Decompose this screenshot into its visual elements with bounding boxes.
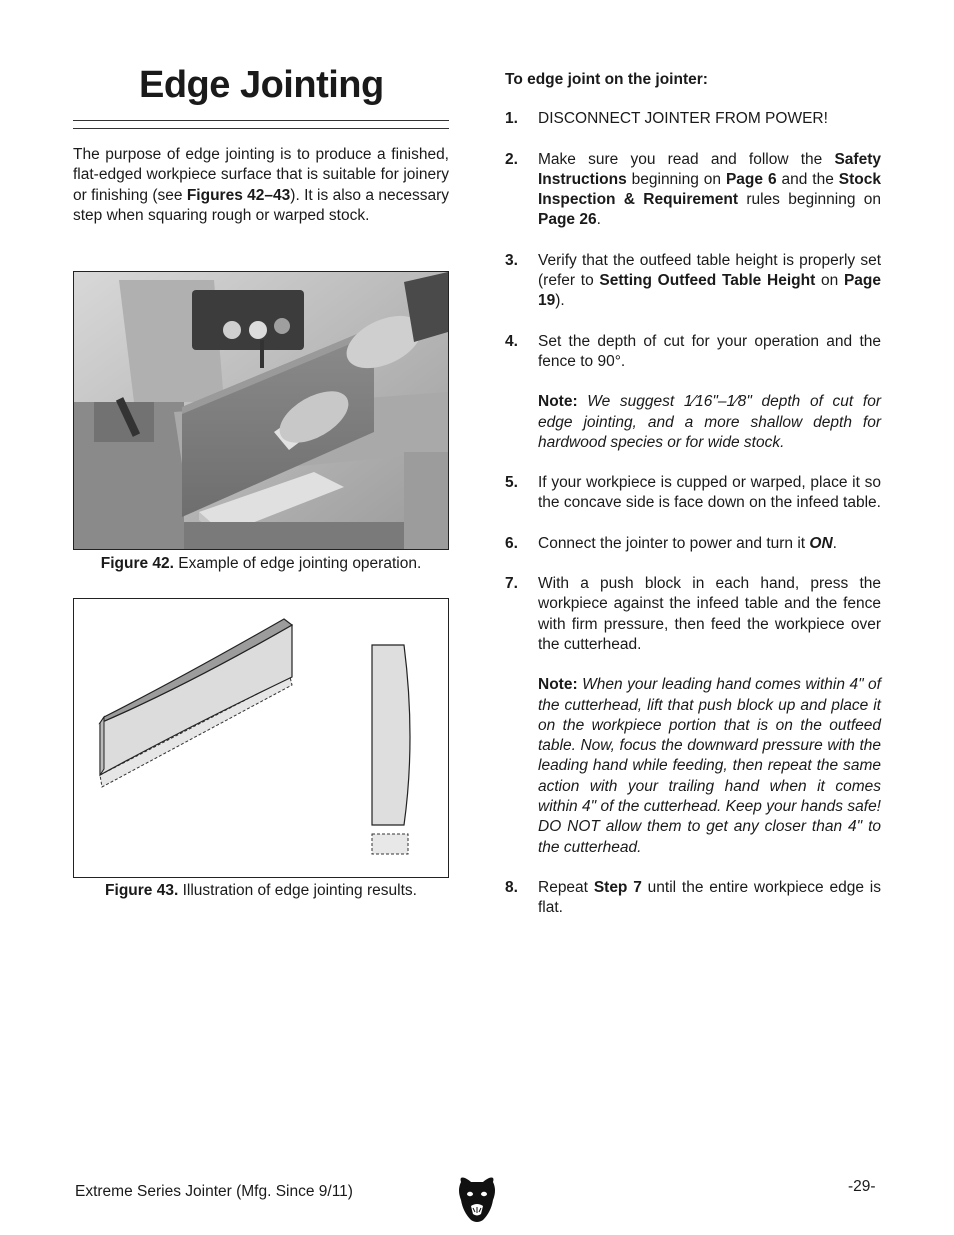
title-rule-bottom: [73, 128, 449, 129]
procedure-column: [505, 70, 881, 939]
note-hand-safety: Note: When your leading hand comes within 4" of the cutterhead, lift that push block up and place it on the workpiece portion that is on the outfeed table. Now, focus the downward pressure with the leading hand while feeding, then repeat the same action with your trailing hand when it comes within 4" of the cutterhead. Keep your hands safe! DO NOT allow them to get any closer than 4" to the cutterhead.: [538, 676, 881, 856]
footer-manual-title: Extreme Series Jointer (Mfg. Since 9/11): [75, 1183, 353, 1200]
step-3: 3. Verify that the outfeed table height is properly set (refer to Setting Outfeed Table Height on Page 19).: [505, 251, 881, 310]
figure-43-caption: Figure 43. Illustration of edge jointing results.: [105, 882, 417, 899]
procedure-heading: To edge joint on the jointer:: [505, 71, 708, 88]
step-8: 8. Repeat Step 7 until the entire workpiece edge is flat.: [505, 878, 881, 917]
grizzly-bear-logo-icon: [457, 1176, 497, 1224]
step-7: 7. With a push block in each hand, press the workpiece against the infeed table and the fence with firm pressure, then feed the workpiece over the cutterhead.: [505, 575, 881, 653]
step-6: 6. Connect the jointer to power and turn it ON.: [505, 534, 837, 552]
figure-42-photo: [73, 271, 449, 550]
page-title: Edge Jointing: [139, 64, 384, 106]
edge-jointing-results-diagram: [74, 599, 448, 877]
intro-paragraph: The purpose of edge jointing is to produce a finished, flat-edged workpiece surface that is suitable for joinery or finishing (see Figures 42–43). It is also a necessary step when squaring rough or warped stock.: [73, 146, 449, 224]
step-5: 5. If your workpiece is cupped or warped, place it so the concave side is face down on the infeed table.: [505, 474, 881, 512]
title-rule-top: [73, 120, 449, 121]
step-2: 2. Make sure you read and follow the Safety Instructions beginning on Page 6 and the Stock Inspection & Requirement rules beginning on Page 26.: [505, 150, 881, 229]
step-1: 1. DISCONNECT JOINTER FROM POWER!: [505, 110, 828, 128]
step-4: 4. Set the depth of cut for your operation and the fence to 90°.: [505, 332, 881, 370]
figure-43-illustration: [73, 598, 449, 878]
note-depth-of-cut: Note: We suggest 1⁄16"–1⁄8" depth of cut for edge jointing, and a more shallow depth for hardwood species or for wide stock.: [538, 393, 881, 451]
edge-jointing-photo-illustration: [74, 272, 448, 549]
page-number: -29-: [848, 1178, 876, 1195]
figure-42-caption: Figure 42. Example of edge jointing operation.: [100, 555, 422, 572]
